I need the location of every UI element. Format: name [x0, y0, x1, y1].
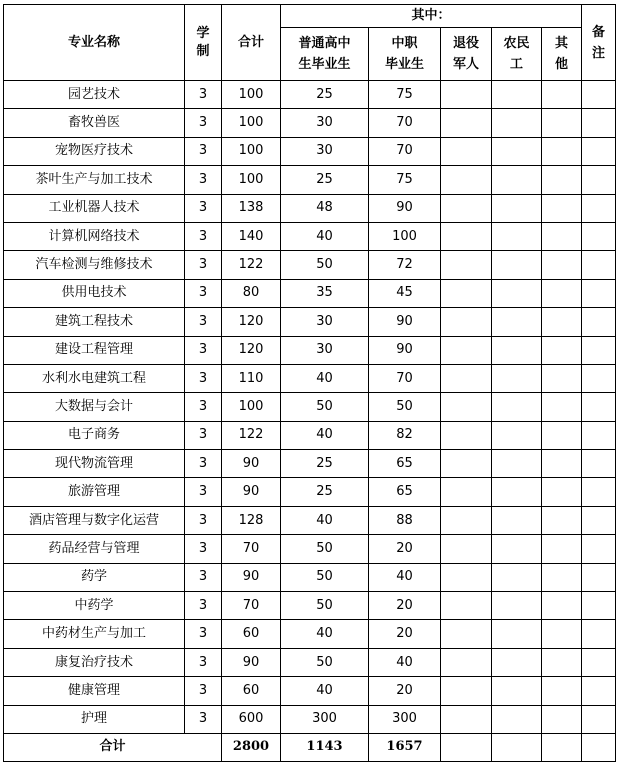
cell-veterans [441, 251, 492, 279]
cell-total: 128 [222, 506, 281, 534]
cell-veterans [441, 620, 492, 648]
cell-other [542, 137, 582, 165]
table-row [4, 592, 616, 620]
cell-high-school: 50 [281, 535, 369, 563]
cell-veterans [441, 705, 492, 733]
cell-remarks [582, 194, 616, 222]
cell-major-name: 水利水电建筑工程 [4, 364, 185, 392]
header-remarks [582, 5, 616, 81]
cell-total: 100 [222, 81, 281, 109]
cell-vocational: 88 [369, 506, 441, 534]
cell-duration: 3 [185, 364, 222, 392]
header-vocational [369, 28, 441, 81]
cell-high-school: 35 [281, 279, 369, 307]
table-row [4, 478, 616, 506]
cell-veterans [441, 535, 492, 563]
cell-migrant [492, 364, 542, 392]
cell-high-school: 40 [281, 620, 369, 648]
cell-veterans [441, 166, 492, 194]
header-major-name: 专业名称 [4, 5, 185, 81]
header-remarks-line2: 注 [592, 45, 606, 61]
cell-major-name: 供用电技术 [4, 279, 185, 307]
cell-major-name: 建筑工程技术 [4, 308, 185, 336]
table-row [4, 677, 616, 705]
cell-migrant [492, 279, 542, 307]
cell-migrant [492, 166, 542, 194]
cell-remarks [582, 308, 616, 336]
table-row [4, 648, 616, 676]
table-row [4, 506, 616, 534]
totals-total: 2800 [222, 733, 281, 761]
cell-duration: 3 [185, 506, 222, 534]
cell-other [542, 592, 582, 620]
header-other-line2: 他 [555, 57, 569, 72]
cell-other [542, 535, 582, 563]
cell-high-school: 25 [281, 81, 369, 109]
cell-veterans [441, 506, 492, 534]
cell-total: 600 [222, 705, 281, 733]
cell-migrant [492, 251, 542, 279]
cell-veterans [441, 393, 492, 421]
cell-remarks [582, 535, 616, 563]
cell-other [542, 109, 582, 137]
cell-remarks [582, 705, 616, 733]
cell-major-name: 旅游管理 [4, 478, 185, 506]
cell-duration: 3 [185, 648, 222, 676]
cell-remarks [582, 478, 616, 506]
table-row [4, 194, 616, 222]
cell-other [542, 677, 582, 705]
cell-remarks [582, 421, 616, 449]
cell-migrant [492, 81, 542, 109]
cell-other [542, 450, 582, 478]
cell-veterans [441, 222, 492, 250]
cell-duration: 3 [185, 450, 222, 478]
cell-major-name: 大数据与会计 [4, 393, 185, 421]
cell-total: 100 [222, 109, 281, 137]
cell-veterans [441, 109, 492, 137]
cell-migrant [492, 535, 542, 563]
cell-remarks [582, 364, 616, 392]
cell-other [542, 251, 582, 279]
header-other-line1: 其 [555, 36, 569, 51]
cell-duration: 3 [185, 194, 222, 222]
cell-other [542, 364, 582, 392]
cell-high-school: 30 [281, 137, 369, 165]
header-high-school-line1: 普通高中 [298, 36, 351, 51]
cell-high-school: 40 [281, 506, 369, 534]
cell-vocational: 70 [369, 137, 441, 165]
cell-total: 60 [222, 620, 281, 648]
cell-high-school: 40 [281, 677, 369, 705]
cell-migrant [492, 421, 542, 449]
cell-total: 100 [222, 166, 281, 194]
cell-high-school: 25 [281, 450, 369, 478]
cell-other [542, 222, 582, 250]
totals-label: 合计 [4, 733, 222, 761]
cell-migrant [492, 450, 542, 478]
cell-veterans [441, 194, 492, 222]
cell-major-name: 现代物流管理 [4, 450, 185, 478]
cell-other [542, 620, 582, 648]
cell-high-school: 40 [281, 421, 369, 449]
cell-other [542, 194, 582, 222]
table-row [4, 279, 616, 307]
cell-major-name: 园艺技术 [4, 81, 185, 109]
cell-duration: 3 [185, 81, 222, 109]
header-high-school-line2: 生毕业生 [298, 57, 351, 72]
cell-vocational: 40 [369, 648, 441, 676]
cell-veterans [441, 563, 492, 591]
cell-vocational: 65 [369, 478, 441, 506]
header-veterans [441, 28, 492, 81]
cell-high-school: 50 [281, 648, 369, 676]
totals-veterans [441, 733, 492, 761]
table-row [4, 336, 616, 364]
cell-vocational: 75 [369, 81, 441, 109]
cell-high-school: 25 [281, 478, 369, 506]
cell-vocational: 40 [369, 563, 441, 591]
cell-duration: 3 [185, 421, 222, 449]
totals-vocational: 1657 [369, 733, 441, 761]
header-total: 合计 [222, 5, 281, 81]
cell-high-school: 50 [281, 592, 369, 620]
cell-high-school: 50 [281, 393, 369, 421]
cell-veterans [441, 592, 492, 620]
cell-other [542, 478, 582, 506]
cell-remarks [582, 109, 616, 137]
header-duration-text: 学制 [196, 25, 210, 59]
cell-high-school: 30 [281, 109, 369, 137]
cell-duration: 3 [185, 308, 222, 336]
cell-vocational: 300 [369, 705, 441, 733]
cell-veterans [441, 364, 492, 392]
cell-remarks [582, 506, 616, 534]
cell-duration: 3 [185, 222, 222, 250]
cell-high-school: 300 [281, 705, 369, 733]
table-row [4, 620, 616, 648]
cell-remarks [582, 450, 616, 478]
cell-vocational: 70 [369, 364, 441, 392]
totals-other [542, 733, 582, 761]
cell-high-school: 40 [281, 222, 369, 250]
cell-veterans [441, 648, 492, 676]
header-vocational-line1: 中职 [391, 36, 418, 51]
cell-migrant [492, 620, 542, 648]
cell-vocational: 65 [369, 450, 441, 478]
table-header [4, 5, 616, 81]
cell-high-school: 50 [281, 563, 369, 591]
cell-total: 100 [222, 137, 281, 165]
cell-vocational: 75 [369, 166, 441, 194]
cell-remarks [582, 137, 616, 165]
cell-other [542, 705, 582, 733]
cell-total: 90 [222, 648, 281, 676]
header-vocational-line2: 毕业生 [384, 57, 424, 72]
cell-veterans [441, 677, 492, 705]
cell-duration: 3 [185, 251, 222, 279]
cell-major-name: 中药材生产与加工 [4, 620, 185, 648]
header-remarks-line1: 备 [592, 24, 606, 40]
cell-major-name: 工业机器人技术 [4, 194, 185, 222]
cell-migrant [492, 592, 542, 620]
cell-total: 60 [222, 677, 281, 705]
cell-vocational: 20 [369, 535, 441, 563]
cell-migrant [492, 222, 542, 250]
cell-major-name: 汽车检测与维修技术 [4, 251, 185, 279]
cell-major-name: 酒店管理与数字化运营 [4, 506, 185, 534]
table-row [4, 535, 616, 563]
header-veterans-line2: 军人 [452, 57, 479, 72]
header-high-school [281, 28, 369, 81]
cell-total: 80 [222, 279, 281, 307]
cell-vocational: 90 [369, 308, 441, 336]
table-row [4, 364, 616, 392]
header-migrant-line1: 农民 [503, 36, 530, 51]
totals-remarks [582, 733, 616, 761]
cell-other [542, 506, 582, 534]
cell-vocational: 20 [369, 677, 441, 705]
cell-high-school: 48 [281, 194, 369, 222]
cell-vocational: 100 [369, 222, 441, 250]
header-other [542, 28, 582, 81]
table-row [4, 137, 616, 165]
cell-duration: 3 [185, 563, 222, 591]
cell-remarks [582, 393, 616, 421]
header-migrant-line2: 工 [509, 57, 523, 72]
table-row [4, 109, 616, 137]
cell-total: 122 [222, 251, 281, 279]
cell-major-name: 护理 [4, 705, 185, 733]
cell-high-school: 25 [281, 166, 369, 194]
header-duration [185, 5, 222, 81]
cell-vocational: 70 [369, 109, 441, 137]
cell-major-name: 药品经营与管理 [4, 535, 185, 563]
cell-total: 90 [222, 563, 281, 591]
table-row [4, 81, 616, 109]
cell-other [542, 393, 582, 421]
cell-other [542, 308, 582, 336]
cell-total: 122 [222, 421, 281, 449]
table-row [4, 563, 616, 591]
cell-total: 138 [222, 194, 281, 222]
cell-veterans [441, 478, 492, 506]
table-row [4, 166, 616, 194]
cell-duration: 3 [185, 620, 222, 648]
cell-total: 70 [222, 592, 281, 620]
cell-duration: 3 [185, 677, 222, 705]
cell-remarks [582, 677, 616, 705]
table-row [4, 421, 616, 449]
cell-other [542, 279, 582, 307]
cell-high-school: 40 [281, 364, 369, 392]
cell-migrant [492, 563, 542, 591]
cell-remarks [582, 336, 616, 364]
cell-remarks [582, 592, 616, 620]
cell-migrant [492, 336, 542, 364]
cell-migrant [492, 506, 542, 534]
cell-remarks [582, 251, 616, 279]
cell-migrant [492, 705, 542, 733]
cell-remarks [582, 648, 616, 676]
cell-major-name: 宠物医疗技术 [4, 137, 185, 165]
cell-veterans [441, 137, 492, 165]
cell-total: 70 [222, 535, 281, 563]
cell-duration: 3 [185, 336, 222, 364]
cell-migrant [492, 137, 542, 165]
cell-duration: 3 [185, 279, 222, 307]
cell-migrant [492, 677, 542, 705]
cell-veterans [441, 421, 492, 449]
header-migrant [492, 28, 542, 81]
cell-migrant [492, 194, 542, 222]
cell-total: 110 [222, 364, 281, 392]
cell-duration: 3 [185, 137, 222, 165]
table-row [4, 450, 616, 478]
cell-major-name: 电子商务 [4, 421, 185, 449]
cell-major-name: 健康管理 [4, 677, 185, 705]
cell-other [542, 336, 582, 364]
cell-duration: 3 [185, 535, 222, 563]
cell-veterans [441, 279, 492, 307]
cell-other [542, 648, 582, 676]
cell-duration: 3 [185, 393, 222, 421]
cell-veterans [441, 308, 492, 336]
cell-major-name: 建设工程管理 [4, 336, 185, 364]
cell-remarks [582, 222, 616, 250]
cell-veterans [441, 336, 492, 364]
totals-row [4, 733, 616, 761]
cell-remarks [582, 620, 616, 648]
cell-vocational: 90 [369, 336, 441, 364]
cell-migrant [492, 109, 542, 137]
table-row [4, 393, 616, 421]
cell-remarks [582, 563, 616, 591]
cell-total: 140 [222, 222, 281, 250]
cell-total: 90 [222, 478, 281, 506]
cell-remarks [582, 166, 616, 194]
cell-migrant [492, 648, 542, 676]
table-row [4, 308, 616, 336]
cell-vocational: 45 [369, 279, 441, 307]
cell-vocational: 90 [369, 194, 441, 222]
cell-remarks [582, 81, 616, 109]
cell-high-school: 30 [281, 336, 369, 364]
cell-duration: 3 [185, 592, 222, 620]
totals-high-school: 1143 [281, 733, 369, 761]
cell-other [542, 166, 582, 194]
cell-high-school: 50 [281, 251, 369, 279]
cell-other [542, 563, 582, 591]
cell-total: 100 [222, 393, 281, 421]
table-body [4, 81, 616, 762]
cell-other [542, 81, 582, 109]
table-row [4, 222, 616, 250]
cell-vocational: 82 [369, 421, 441, 449]
cell-veterans [441, 450, 492, 478]
cell-veterans [441, 81, 492, 109]
cell-vocational: 20 [369, 592, 441, 620]
cell-remarks [582, 279, 616, 307]
cell-major-name: 茶叶生产与加工技术 [4, 166, 185, 194]
cell-total: 120 [222, 308, 281, 336]
cell-duration: 3 [185, 705, 222, 733]
cell-major-name: 计算机网络技术 [4, 222, 185, 250]
cell-duration: 3 [185, 109, 222, 137]
table-row [4, 705, 616, 733]
cell-total: 90 [222, 450, 281, 478]
cell-major-name: 药学 [4, 563, 185, 591]
cell-migrant [492, 393, 542, 421]
cell-vocational: 72 [369, 251, 441, 279]
cell-duration: 3 [185, 166, 222, 194]
header-of-which: 其中： [281, 5, 582, 28]
cell-total: 120 [222, 336, 281, 364]
cell-other [542, 421, 582, 449]
cell-vocational: 50 [369, 393, 441, 421]
cell-duration: 3 [185, 478, 222, 506]
cell-vocational: 20 [369, 620, 441, 648]
cell-major-name: 康复治疗技术 [4, 648, 185, 676]
header-veterans-line1: 退役 [452, 36, 479, 51]
cell-high-school: 30 [281, 308, 369, 336]
cell-migrant [492, 478, 542, 506]
cell-major-name: 畜牧兽医 [4, 109, 185, 137]
cell-migrant [492, 308, 542, 336]
enrollment-table [3, 4, 616, 762]
table-row [4, 251, 616, 279]
totals-migrant [492, 733, 542, 761]
cell-major-name: 中药学 [4, 592, 185, 620]
